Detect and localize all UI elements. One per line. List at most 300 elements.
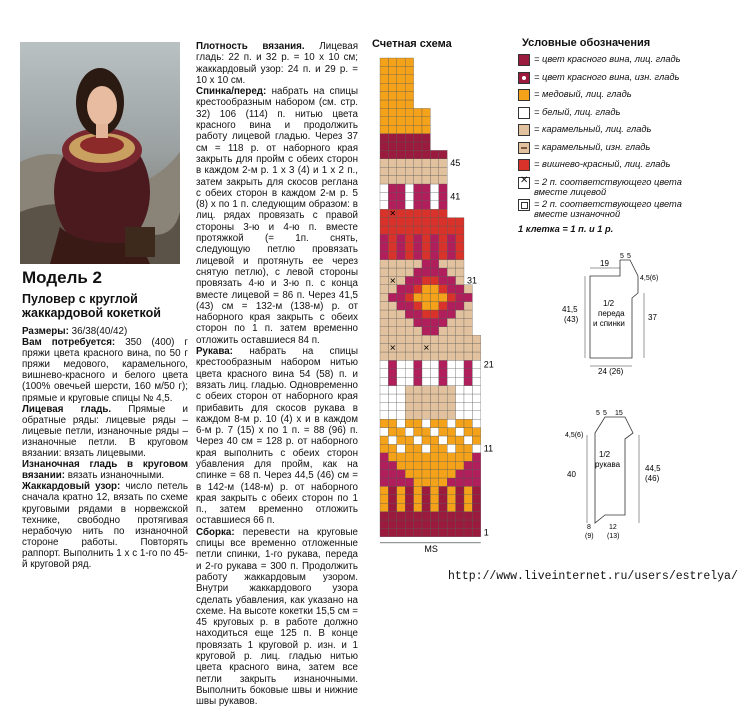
chart-cell [456, 243, 464, 251]
chart-cell [414, 125, 422, 133]
chart-cell [472, 478, 480, 486]
chart-cell [430, 167, 438, 175]
chart-ms-label: MS [424, 543, 438, 554]
chart-cell [439, 310, 447, 318]
legend-item [518, 142, 693, 160]
purl-label: Изнаночная гладь в круговом вязании: [22, 459, 188, 482]
chart-cell [397, 184, 405, 192]
chart-cell [439, 411, 447, 419]
chart-cell [380, 276, 388, 284]
chart-cell [397, 402, 405, 410]
chart-cell [422, 293, 430, 301]
chart-cell [388, 377, 396, 385]
chart-cell [456, 528, 464, 536]
chart-cell [388, 268, 396, 276]
chart-cell [414, 293, 422, 301]
chart-cell [414, 436, 422, 444]
chart-cell [439, 344, 447, 352]
chart-cell [464, 419, 472, 427]
chart-cell [456, 495, 464, 503]
chart-cell [380, 125, 388, 133]
chart-cell [447, 318, 455, 326]
chart-cell [388, 117, 396, 125]
chart-cell [397, 444, 405, 452]
chart-cell [388, 495, 396, 503]
chart-cell [414, 344, 422, 352]
chart-cell [430, 243, 438, 251]
chart-cell [397, 293, 405, 301]
chart-cell [380, 512, 388, 520]
legend-item [518, 174, 693, 199]
chart-cell [456, 402, 464, 410]
chart-cell [397, 369, 405, 377]
legend-item [518, 89, 693, 107]
chart-cell [464, 360, 472, 368]
chart-cell [422, 335, 430, 343]
chart-cell [388, 436, 396, 444]
chart-cell [422, 234, 430, 242]
chart-cell [397, 92, 405, 100]
chart-cell [405, 293, 413, 301]
chart-cell [472, 528, 480, 536]
chart-cell [397, 335, 405, 343]
legend-item [518, 54, 693, 72]
jacquard-text: число петель сначала кратно 12, вязать по схеме круговыми рядами в норвежской технике, свободно протягивая нерабочую нить по изнаночной стороне работы. Повторять раппорт. Выполнить 1 х с 1-го по 45-й круговой ряд. [22, 481, 188, 570]
chart-cell [397, 318, 405, 326]
chart-cell [414, 176, 422, 184]
chart-cell [380, 201, 388, 209]
chart-row-label: 31 [467, 275, 478, 286]
chart-cell [414, 512, 422, 520]
chart-cell [414, 377, 422, 385]
chart-cell [397, 142, 405, 150]
source-url[interactable]: http://www.liveinternet.ru/users/estrelya/ [448, 570, 738, 583]
chart-cell [388, 251, 396, 259]
chart-cell [456, 327, 464, 335]
chart-decrease-mark: ✕ [389, 209, 397, 219]
chart-cell [397, 461, 405, 469]
chart-cell [464, 512, 472, 520]
chart-cell [405, 83, 413, 91]
chart-cell [397, 100, 405, 108]
chart-cell [405, 302, 413, 310]
chart-cell [414, 352, 422, 360]
chart-cell [439, 226, 447, 234]
chart-cell [464, 302, 472, 310]
chart-cell [439, 293, 447, 301]
chart-cell [422, 327, 430, 335]
density-label: Плотность вязания. [196, 41, 305, 52]
legend-label: = цвет красного вина, лиц. гладь [534, 54, 681, 64]
legend-swatch [518, 54, 530, 66]
sleeve-bottom-b-alt: (13) [607, 533, 620, 540]
chart-cell [422, 352, 430, 360]
chart-cell [388, 478, 396, 486]
chart-cell [405, 243, 413, 251]
chart-cell [439, 470, 447, 478]
back-label: Спинка/перед: [196, 86, 267, 98]
chart-cell [430, 436, 438, 444]
chart-cell [422, 184, 430, 192]
chart-cell [380, 159, 388, 167]
legend-swatch [518, 199, 530, 211]
chart-cell [456, 444, 464, 452]
chart-cell [405, 92, 413, 100]
legend-item [518, 159, 693, 177]
chart-cell [397, 453, 405, 461]
chart-cell [422, 268, 430, 276]
density-text: Лицевая гладь: 22 п. и 32 р. = 10 х 10 см; жаккардовый узор: 24 п. и 29 р. = 10 х 10 см. [196, 41, 358, 86]
chart-cell [472, 419, 480, 427]
chart-cell [430, 470, 438, 478]
legend-label: = белый, лиц. гладь [534, 106, 621, 117]
chart-cell [405, 285, 413, 293]
chart-cell [380, 411, 388, 419]
chart-cell [380, 436, 388, 444]
chart-cell [430, 528, 438, 536]
chart-cell [405, 218, 413, 226]
chart-cell [414, 495, 422, 503]
chart-cell [439, 386, 447, 394]
chart-cell [472, 394, 480, 402]
chart-cell [430, 285, 438, 293]
chart-cell [472, 335, 480, 343]
chart-cell [414, 276, 422, 284]
model-subtitle: Пуловер с круглой жаккардовой кокеткой [22, 292, 161, 320]
chart-cell [405, 234, 413, 242]
legend [518, 54, 693, 234]
chart-cell [472, 411, 480, 419]
chart-cell [456, 503, 464, 511]
sleeve-right-alt-label: (46) [645, 474, 660, 483]
chart-cell [388, 75, 396, 83]
chart-cell [430, 411, 438, 419]
chart-cell [397, 58, 405, 66]
chart-cell [414, 503, 422, 511]
legend-swatch [518, 89, 530, 101]
chart-cell [447, 327, 455, 335]
legend-title: Условные обозначения [522, 37, 651, 49]
chart-cell [397, 486, 405, 494]
chart-cell [397, 268, 405, 276]
chart-cell [430, 276, 438, 284]
chart-cell [388, 394, 396, 402]
chart-cell [414, 302, 422, 310]
chart-cell [430, 318, 438, 326]
chart-cell [439, 428, 447, 436]
chart-cell [464, 402, 472, 410]
chart-cell [430, 352, 438, 360]
chart-cell [380, 226, 388, 234]
legend-label: = карамельный, изн. гладь [534, 141, 651, 152]
model-photo [20, 42, 180, 264]
chart-cell [388, 184, 396, 192]
legend-label: = вишнево-красный, лиц. гладь [534, 159, 671, 169]
chart-cell [447, 411, 455, 419]
chart-cell [422, 436, 430, 444]
chart-decrease-mark: ✕ [389, 343, 397, 353]
chart-cell [439, 150, 447, 158]
chart-cell [447, 218, 455, 226]
chart-cell [397, 150, 405, 158]
front-top-label: 19 [600, 259, 609, 268]
chart-cell [447, 444, 455, 452]
chart-cell [414, 419, 422, 427]
chart-cell [380, 478, 388, 486]
chart-cell [414, 192, 422, 200]
chart-cell [430, 419, 438, 427]
chart-cell [405, 150, 413, 158]
chart-cell [397, 327, 405, 335]
chart-cell [380, 209, 388, 217]
chart-cell [397, 167, 405, 175]
chart-cell [380, 234, 388, 242]
chart-cell [456, 369, 464, 377]
chart-cell [397, 436, 405, 444]
chart-cell [388, 486, 396, 494]
chart-cell [447, 436, 455, 444]
chart-cell [422, 453, 430, 461]
chart-cell [464, 520, 472, 528]
chart-cell [405, 134, 413, 142]
chart-cell [388, 302, 396, 310]
chart-cell [380, 394, 388, 402]
chart-cell [405, 268, 413, 276]
chart-cell [422, 159, 430, 167]
chart-cell [388, 528, 396, 536]
chart-cell [380, 251, 388, 259]
chart-cell [380, 402, 388, 410]
chart-cell [405, 436, 413, 444]
chart-cell [397, 512, 405, 520]
chart-cell [456, 411, 464, 419]
chart-cell [388, 360, 396, 368]
sleeve-schematic [565, 405, 695, 545]
chart-cell [414, 184, 422, 192]
chart-cell [388, 201, 396, 209]
chart-cell [405, 201, 413, 209]
chart-cell [414, 470, 422, 478]
chart-cell [397, 411, 405, 419]
legend-label: = медовый, лиц. гладь [534, 89, 632, 99]
chart-cell [464, 318, 472, 326]
chart-cell [456, 310, 464, 318]
chart-cell [388, 92, 396, 100]
chart-cell [397, 276, 405, 284]
sleeve-top-label: 15 [615, 410, 623, 417]
chart-cell [388, 411, 396, 419]
chart-cell [414, 318, 422, 326]
legend-item [518, 107, 693, 125]
chart-cell [422, 176, 430, 184]
chart-cell [472, 344, 480, 352]
chart-cell [414, 218, 422, 226]
chart-cell [422, 117, 430, 125]
chart-cell [472, 520, 480, 528]
chart-cell [388, 192, 396, 200]
chart-cell [422, 260, 430, 268]
chart-cell [430, 461, 438, 469]
chart-cell [414, 411, 422, 419]
chart-cell [388, 83, 396, 91]
chart-cell [414, 402, 422, 410]
chart-cell [472, 495, 480, 503]
chart-cell [447, 268, 455, 276]
chart-cell [380, 58, 388, 66]
chart-cell [414, 134, 422, 142]
chart-cell [380, 150, 388, 158]
chart-cell [380, 352, 388, 360]
chart-cell [430, 150, 438, 158]
front-schematic [560, 248, 695, 378]
sleeve-label: Рукава: [196, 346, 233, 358]
chart-cell [422, 495, 430, 503]
chart-cell [422, 512, 430, 520]
chart-cell [430, 302, 438, 310]
chart-cell [405, 260, 413, 268]
chart-cell [430, 218, 438, 226]
chart-cell [422, 444, 430, 452]
chart-cell [439, 402, 447, 410]
chart-cell [422, 142, 430, 150]
chart-cell [447, 226, 455, 234]
chart-cell [380, 75, 388, 83]
chart-cell [405, 159, 413, 167]
chart-cell [456, 436, 464, 444]
chart-cell [439, 512, 447, 520]
chart-cell [439, 218, 447, 226]
chart-cell [456, 335, 464, 343]
chart-cell [422, 218, 430, 226]
chart-cell [439, 335, 447, 343]
chart-cell [422, 276, 430, 284]
chart-cell [439, 302, 447, 310]
chart-cell [430, 234, 438, 242]
chart-cell [422, 428, 430, 436]
chart-cell [447, 285, 455, 293]
chart-cell [388, 335, 396, 343]
chart-cell [447, 478, 455, 486]
chart-cell [380, 335, 388, 343]
chart-cell [414, 268, 422, 276]
sleeve-right-label: 44,5 [645, 464, 661, 473]
chart-cell [380, 66, 388, 74]
chart-cell [422, 150, 430, 158]
chart-cell [447, 243, 455, 251]
chart-cell [397, 75, 405, 83]
chart-cell [422, 369, 430, 377]
chart-cell [405, 184, 413, 192]
chart-cell [447, 486, 455, 494]
chart-cell [456, 352, 464, 360]
chart-cell [447, 528, 455, 536]
chart-cell [456, 453, 464, 461]
chart-cell [405, 453, 413, 461]
legend-item [518, 72, 693, 90]
chart-cell [472, 352, 480, 360]
chart-cell [447, 335, 455, 343]
chart-cell [414, 369, 422, 377]
chart-cell [447, 402, 455, 410]
sleeve-left-label: 40 [567, 470, 576, 479]
legend-swatch [518, 107, 530, 119]
chart-cell [414, 453, 422, 461]
chart-cell [405, 520, 413, 528]
sleeve-bottom-a-alt: (9) [585, 533, 594, 540]
chart-cell [405, 486, 413, 494]
chart-cell [464, 352, 472, 360]
chart-cell [397, 243, 405, 251]
chart-cell [388, 285, 396, 293]
chart-cell [430, 293, 438, 301]
sleeve-bottom-a: 8 [587, 524, 591, 531]
chart-cell [405, 428, 413, 436]
chart-cell [388, 293, 396, 301]
chart-cell [388, 352, 396, 360]
chart-cell [414, 226, 422, 234]
chart-cell [388, 327, 396, 335]
chart-cell [422, 192, 430, 200]
chart-cell [430, 369, 438, 377]
chart-cell [397, 176, 405, 184]
legend-item [518, 124, 693, 142]
chart-cell [439, 369, 447, 377]
chart-cell [405, 411, 413, 419]
chart-cell [430, 260, 438, 268]
chart-cell [472, 453, 480, 461]
chart-cell [397, 192, 405, 200]
chart-cell [397, 386, 405, 394]
chart-cell [397, 360, 405, 368]
chart-cell [464, 327, 472, 335]
chart-cell [430, 478, 438, 486]
chart-cell [422, 201, 430, 209]
chart-row-label: 1 [483, 527, 489, 538]
chart-cell [380, 503, 388, 511]
chart-cell [439, 486, 447, 494]
chart-cell [380, 184, 388, 192]
chart-cell [388, 150, 396, 158]
chart-cell [422, 528, 430, 536]
chart-cell [405, 318, 413, 326]
chart-cell [405, 369, 413, 377]
chart-cell [456, 386, 464, 394]
chart-cell [397, 83, 405, 91]
chart-cell [464, 503, 472, 511]
chart-cell [397, 310, 405, 318]
chart-cell [405, 192, 413, 200]
chart-cell [472, 461, 480, 469]
chart-cell [430, 402, 438, 410]
chart-cell [405, 470, 413, 478]
chart-cell [439, 360, 447, 368]
chart-cell [405, 402, 413, 410]
chart-cell [388, 125, 396, 133]
chart-cell [430, 251, 438, 259]
chart-cell [397, 352, 405, 360]
chart-cell [439, 444, 447, 452]
sizes-label: Размеры: [22, 326, 69, 337]
chart-cell [405, 386, 413, 394]
chart-cell [422, 226, 430, 234]
chart-cell [405, 478, 413, 486]
chart-cell [405, 276, 413, 284]
front-height-alt-label: (43) [564, 315, 579, 324]
chart-cell [414, 150, 422, 158]
need-text: 350 (400) г пряжи цвета красного вина, по 50 г пряжи медового, карамельного, вишнево-красного и белого цвета (100% овечьей шерсти, 160 м/50 г); прямые и круговые спицы № 4,5. [22, 337, 188, 404]
sizes-value: 36/38(40/42) [71, 326, 128, 337]
chart-cell [380, 386, 388, 394]
